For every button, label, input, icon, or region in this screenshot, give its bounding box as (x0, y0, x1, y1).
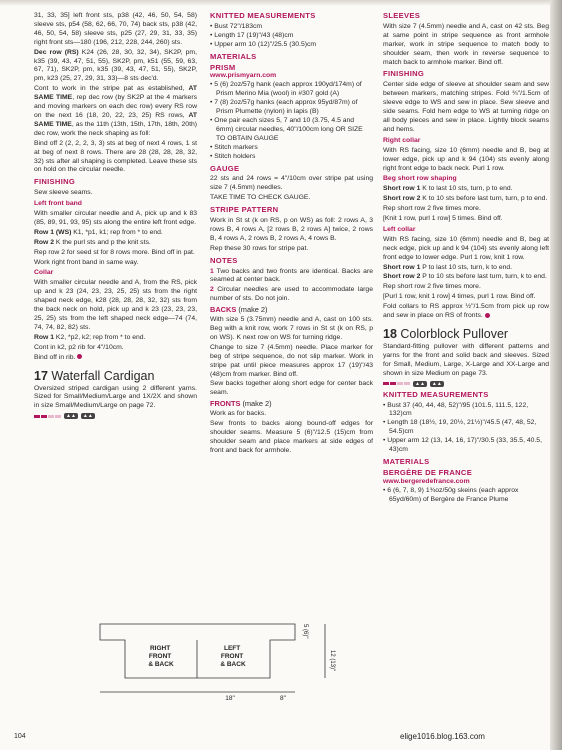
short-row-1 (383, 185, 549, 194)
measurement-item: • Length 18 (18½, 19, 20½, 21½)"/45.5 (47, 48, 52, 54.5)cm (383, 419, 549, 437)
stripe-pattern-heading: STRIPE PATTERN (210, 205, 279, 215)
short-row-1-label: Short row 1 (383, 185, 421, 193)
right-label-line: & BACK (148, 661, 174, 668)
row1-paragraph (34, 229, 197, 238)
collar-heading: Collar (34, 269, 54, 277)
waterfall-title-block (34, 369, 197, 383)
measurements-list (210, 23, 373, 50)
yarn-badge-icon: ▲▲ (415, 380, 425, 387)
fold-text: Fold collars to RS approx ½"/1.5cm from pick up row and sew in place on RS of fronts. (383, 303, 549, 320)
materials-heading-2: MATERIALS (383, 456, 430, 466)
rep-row-text: Rep row 2 for seed st for 8 rows more. Bind off in pat. (34, 248, 195, 256)
bergere-url: www.bergeredefrance.com (383, 477, 470, 485)
bergere-heading: BERGÈRE DE FRANCE (383, 467, 473, 477)
stripe-repeat-text: Rep these 30 rows for stripe pat. (210, 244, 309, 252)
garment-schematic (95, 620, 355, 710)
note-number: 1 (210, 267, 217, 275)
continue-text-3: , as the 11th (13th, 15th, 17th, 18th, 20th) dec row, work the neck shaping as foll: (34, 120, 197, 137)
skill-level-indicator (383, 381, 549, 387)
left-label-line: & BACK (220, 661, 246, 668)
measurements-list-2 (383, 402, 549, 455)
collar-row1-text: K2, *p2, k2; rep from * to end. (54, 333, 146, 341)
collar-end-paragraph (34, 354, 197, 363)
material-item: • 5 (6) 2oz/57g hank (each approx 190yd/174m) of Prism Merino Mia (wool) in #307 gold (A) (210, 81, 373, 99)
page-number: 104 (14, 733, 26, 740)
prism-heading: PRISM (210, 62, 236, 72)
pattern-title: Waterfall Cardigan (51, 368, 155, 383)
skill-bar-icon (383, 382, 410, 385)
waterfall-description: Oversized striped cardigan using 2 different yarns. Sized for Small/Medium/Large and 1X/2X and shown in size Small/Medium/Large on page 72. (34, 384, 197, 410)
left-label-line: FRONT (220, 653, 244, 660)
gauge-text: 22 sts and 24 rows = 4"/10cm over stripe pat using size 7 (4.5mm) needles. (210, 175, 373, 192)
measurement-item: • Bust 72"/183cm (210, 23, 373, 32)
row2-paragraph (34, 239, 197, 248)
column-right (383, 12, 549, 507)
note-item (210, 286, 373, 304)
fronts-heading (210, 400, 373, 409)
prism-url: www.prismyarn.com (210, 72, 277, 80)
dimension-side-label: 8" (280, 695, 286, 702)
colorblock-title-block (383, 327, 549, 341)
left-short-row-1-label: Short row 1 (383, 263, 421, 271)
note-text: Circular needles are used to accommodate large number of sts. Do not join. (210, 286, 373, 303)
finishing-text-2: Center side edge of sleeve at shoulder seam and sew between markers, matching stripes. Fold ¾"/1.5cm of sleeve edge to WS and sew in place. Sew sleeve and side seams. Fold hem edge to WS at turning ridge on all body pieces and sew in place. Lightly block seams and hems. (383, 81, 549, 133)
left-front-band-heading: Left front band (34, 200, 82, 208)
pattern-title: Colorblock Pullover (400, 327, 509, 341)
row2-label: Row 2 (34, 238, 55, 246)
rep-short-row: Rep short row 2 five times more. (383, 205, 481, 213)
sleeves-heading: SLEEVES (383, 11, 421, 20)
gauge-heading: GAUGE (210, 163, 240, 173)
right-label-line: FRONT (148, 653, 172, 660)
measurement-item: • Upper arm 12 (13, 14, 16, 17)"/30.5 (33, 35.5, 40.5, 43)cm (383, 437, 549, 455)
work-right-text: Work right front band in same way. (34, 258, 139, 266)
backs-text: With size 5 (3.75mm) needle and A, cast on 100 sts. Beg with a knit row, work 7 rows in St st (k on RS, p on WS). K next row on WS for turning ridge. (210, 316, 373, 341)
right-collar-text: With RS facing, size 10 (6mm) needle and B, beg at lower edge, pick up and k 94 (104) sts evenly along right front edge to back neck. Purl 1 row. (383, 146, 549, 172)
row1-text: K1, *p1, k1; rep from * to end. (71, 228, 163, 236)
left-short-row-2-text: P to 10 sts before last turn, turn, k to end. (420, 273, 547, 281)
row2-text: K the purl sts and p the knit sts. (54, 238, 151, 246)
short-row-2 (383, 195, 549, 204)
measurement-item: • Bust 37 (40, 44, 48, 52)"/95 (101.5, 111.5, 122, 132)cm (383, 402, 549, 420)
left-short-row-1-text: P to last 10 sts, turn, k to end. (420, 263, 513, 271)
yarn-badge-icon-2: ▲▲ (431, 380, 442, 387)
dec-row-label: Dec row (RS) (34, 48, 79, 56)
short-row-heading: Beg short row shaping (383, 175, 457, 183)
dec-row-text: K24 (26, 28, 30, 32, 34), SK2P, pm, k35 (39, 43, 47, 51, 55), SK2P, pm, k51 (55, 59, 63, 67, 71), SK2P, pm, k35 (39, 43, 47, 51, 55), SK2P, pm, k23 (25, 27, 29, 31, 33)—8 sts dec'd. (34, 48, 197, 83)
short-row-2-text: K to 10 sts before last turn, turn, p to end. (420, 195, 548, 203)
notes-heading: NOTES (210, 255, 238, 265)
materials-list-2 (383, 487, 549, 505)
left-short-row-2-label: Short row 2 (383, 273, 421, 281)
right-label-line: RIGHT (149, 645, 171, 652)
left-collar-text: With RS facing, size 10 (6mm) needle and B, beg at neck edge, pick up and k 94 (104) sts evenly along left front edge to lower edge. Purl 1 row, knit 1 row. (383, 235, 549, 261)
row1-label: Row 1 (WS) (34, 228, 72, 236)
same-time-1: AT SAME TIME (34, 85, 197, 102)
backs-sew-text: Sew backs together along short edge for center back seam. (210, 380, 373, 397)
page-top-edge (0, 0, 562, 6)
same-time-2: AT SAME TIME (34, 111, 197, 128)
left-short-row-1 (383, 264, 549, 273)
measurement-item: • Upper arm 10 (12)"/25.5 (30.5)cm (210, 41, 373, 50)
left-rep-short-row: Rep short row 2 five times more. (383, 283, 481, 291)
schematic-outline (100, 624, 295, 678)
dimension-armhole-label: 5 (6)" (302, 624, 308, 639)
collar-text: With smaller circular needle and A, from the RS, pick up and k 23 (24, 23, 23, 25, 25) sts from the right shaped neck edge, k28 (28, 28, 28, 32, 32) sts from the back neck on hold, pick up and k 23 (23, 23, 23, 25, 25) sts from the left shaped neck edge—74 (74, 74, 74, 82, 82) sts. (34, 279, 197, 331)
knitted-measurements-heading-2: KNITTED MEASUREMENTS (383, 389, 489, 399)
stripe-pattern-text: Work in St st (k on RS, p on WS) as foll: 2 rows A, 3 rows B, 4 rows A, [2 rows B, 2 rows A] twice, 2 rows B, 4 rows A, 2 rows B, 2 rows A, 4 rows B. (210, 217, 373, 242)
end-bullet-icon (77, 354, 82, 359)
finishing-heading: FINISHING (34, 177, 76, 187)
colorblock-description: Standard-fitting pullover with different patterns and yarns for the front and solid back and sleeves. Sized for Small, Medium, Large, X-Large and XX-Large and shown in size Medium on page 73. (383, 343, 549, 377)
left-purl-row: [Purl 1 row, knit 1 row] 4 times, purl 1 row. Bind off. (383, 293, 536, 301)
fronts-work-text: Work as for backs. (210, 410, 267, 418)
left-short-row-2 (383, 273, 549, 282)
finishing-text: Sew sleeve seams. (34, 189, 93, 197)
bind-off-paragraph: Bind off 2 (2, 2, 2, 3, 3) sts at beg of next 4 rows, 1 st at beg of next 8 rows. There are 28 (28, 28, 28, 32, 32) sts after all shaping is completed. Leave these sts on hold on the circular needle. (34, 139, 197, 174)
column-middle (210, 12, 373, 457)
dec-row-paragraph (34, 49, 197, 85)
pattern-number: 18 (383, 327, 397, 341)
fronts-make: (make 2) (240, 399, 272, 409)
sleeves-text: With size 7 (4.5mm) needle and A, cast on 42 sts. Beg at same point in stripe sequence as front armhole marker, work in stripe sequence to match body to shoulder seam, then work in reverse sequence to match back to armhole marker. Bind off. (383, 22, 549, 66)
short-row-2-label: Short row 2 (383, 195, 421, 203)
materials-list (210, 81, 373, 161)
skill-bar-icon (34, 415, 61, 418)
yarn-badge-icon: ▲▲ (66, 413, 76, 420)
material-item: • 7 (8) 2oz/57g hanks (each approx 95yd/87m) of Prism Plumette (nylon) in lapis (B) (210, 99, 373, 117)
fold-paragraph (383, 303, 549, 321)
fronts-title: FRONTS (210, 399, 241, 409)
end-bullet-icon (485, 313, 490, 318)
short-row-1-text: K to last 10 sts, turn, p to end. (420, 185, 513, 193)
continue-text-1: Cont to work in the stripe pat as established, (34, 85, 189, 93)
material-item: • 6 (6, 7, 8, 9) 1¾oz/50g skeins (each approx 65yd/60m) of Bergère de France Plume (383, 487, 549, 505)
collar-row1-label: Row 1 (34, 333, 55, 341)
pattern-number: 17 (34, 368, 48, 383)
left-collar-heading: Left collar (383, 225, 416, 233)
backs-make: (make 2) (236, 305, 268, 315)
material-item: • One pair each sizes 5, 7 and 10 (3.75, 4.5 and 6mm) circular needles, 40"/100cm long OR SIZE TO OBTAIN GAUGE (210, 117, 373, 144)
collar-end-text: Bind off in rib. (34, 353, 76, 361)
note-item (210, 268, 373, 286)
book-spine-shadow (550, 0, 562, 750)
collar-row1-paragraph (34, 334, 197, 343)
skill-level-indicator (34, 413, 197, 419)
left-label-line: LEFT (223, 645, 241, 652)
measurement-item: • Length 17 (19)"/43 (48)cm (210, 32, 373, 41)
dimension-height-label: 12 (13)" (329, 650, 335, 672)
yarn-badge-icon-2: ▲▲ (82, 413, 93, 420)
gauge-check: TAKE TIME TO CHECK GAUGE. (210, 194, 311, 202)
backs-change-text: Change to size 7 (4.5mm) needle. Place marker for beg of stripe sequence, do not slip marker. Work in stripe pat until piece measures approx 17 (19)"/43 (48)cm from marker. Bind off. (210, 343, 373, 378)
knitted-measurements-heading: KNITTED MEASUREMENTS (210, 11, 316, 20)
material-item: • Stitch holders (210, 153, 373, 162)
material-item: • Stitch markers (210, 144, 373, 153)
materials-heading: MATERIALS (210, 51, 257, 61)
continue-text-2: , rep dec row (by SK2P at the 4 markers and moving markers on each dec row) every RS row on the next 16 (18, 20, 22, 23, 25) RS rows, (34, 94, 198, 119)
left-front-back-label (220, 645, 246, 668)
note-text: Two backs and two fronts are identical. Backs are seamed at center back. (210, 267, 373, 284)
dimension-width-label: 18" (225, 695, 235, 702)
right-collar-heading: Right collar (383, 136, 421, 144)
finishing-heading-2: FINISHING (383, 69, 425, 79)
watermark-text: elige1016.blog.163.com (400, 732, 485, 741)
backs-heading (210, 306, 373, 315)
right-front-back-label (148, 645, 174, 668)
fronts-sew-text: Sew fronts to backs along bound-off edges for shoulder seams. Measure 5 (6)"/12.5 (15)cm from shoulder seam and place markers at side edges of front and back for armhole. (210, 420, 373, 454)
collar-cont-text: Cont in k2, p2 rib for 4"/10cm. (34, 343, 124, 351)
intro-paragraph: 31, 33, 35] left front sts, p38 (42, 46, 50, 54, 58) sleeve sts, p54 (58, 62, 66, 70, 74) back sts, p38 (42, 46, 50, 54, 58) sleeve sts, p25 (27, 29, 31, 33, 35) right front sts—180 (196, 212, 228, 244, 260) sts. (34, 12, 197, 46)
backs-title: BACKS (210, 305, 237, 315)
note-number: 2 (210, 286, 218, 294)
column-left (34, 12, 197, 423)
knit-row-text: [Knit 1 row, purl 1 row] 5 times. Bind off. (383, 215, 503, 223)
left-front-band-text: With smaller circular needle and A, pick up and k 83 (85, 89, 91, 93, 95) sts along the entire left front edge. (34, 210, 197, 226)
continue-paragraph (34, 85, 197, 138)
